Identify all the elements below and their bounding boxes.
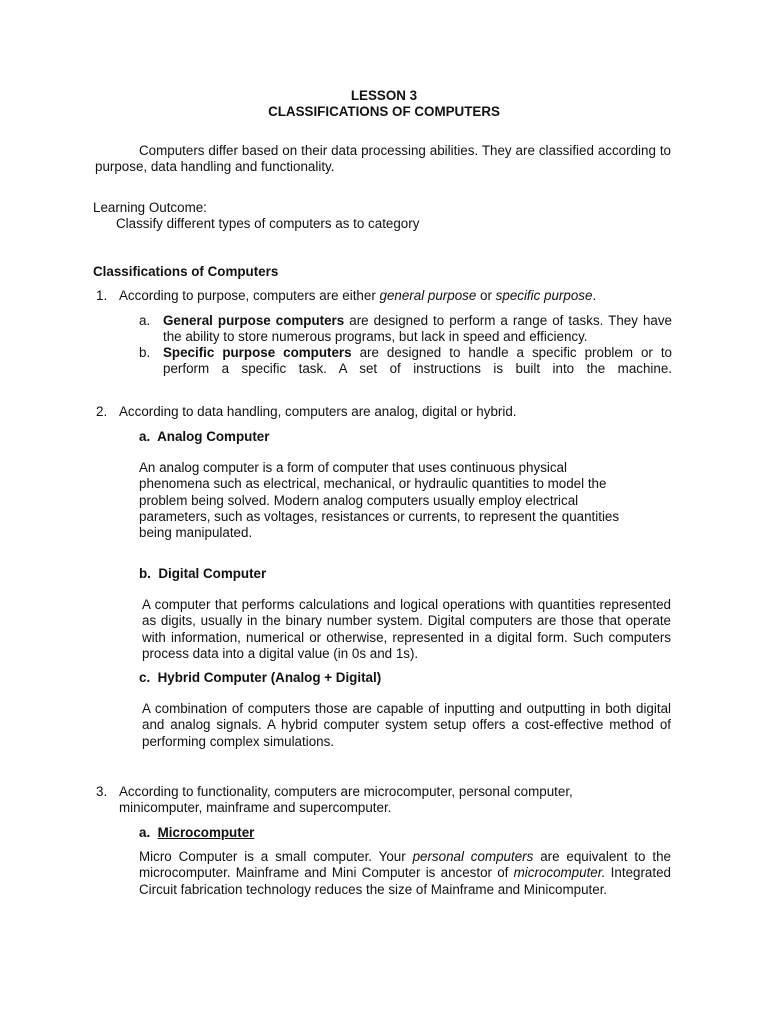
micro-mark: a. (139, 825, 151, 840)
learning-outcome-label: Learning Outcome: (93, 200, 207, 215)
list-number-3: 3. (96, 784, 108, 799)
micro-heading-text: Microcomputer (157, 825, 255, 840)
list-number-2: 2. (96, 404, 108, 419)
lesson-number: LESSON 3 (350, 88, 418, 103)
analog-body: An analog computer is a form of computer that uses continuous physical phenomena such as electrical, mechanical, or hydraulic quantities to model the problem being solved. Modern analog computers usually employ electrical parameters, such as voltages, resistances or currents, to represent the quantities being manipulated. (139, 460, 620, 541)
micro-body (139, 849, 671, 898)
micro-text-1: Micro Computer is a small computer. Your (139, 849, 413, 864)
item1a-text: are designed to perform a range of tasks. They have the ability to store numerous programs, but lack in speed and efficiency. (163, 313, 672, 345)
item1b-paragraph (163, 345, 672, 378)
item1-em-general: general purpose (379, 288, 477, 303)
digital-body: A computer that performs calculations and logical operations with quantities represented as digits, usually in the binary number system. Digital computers are those that operate with information, numerical or otherwise, represented in a digital form. Such computers process data into a digital value (in 0s and 1s). (142, 597, 671, 661)
micro-em-microcomputer: microcomputer. (513, 865, 606, 881)
micro-text-2: are equivalent to the microcomputer. Mainframe and Mini Computer is ancestor of (139, 849, 671, 881)
item1-em-specific: specific purpose (495, 288, 593, 303)
learning-outcome-text: Classify different types of computers as to category (116, 216, 420, 231)
item1b-mark: b. (139, 345, 151, 360)
analog-heading: a. Analog Computer (139, 429, 270, 444)
item1-text-b: or (476, 288, 496, 303)
item3-text: According to functionality, computers are microcomputer, personal computer, minicomputer, mainframe and supercomputer. (119, 784, 573, 816)
page-title: CLASSIFICATIONS OF COMPUTERS (268, 104, 500, 119)
item1a-mark: a. (139, 313, 151, 328)
item2-text: According to data handling, computers are analog, digital or hybrid. (119, 404, 517, 419)
item1-text-c: . (592, 288, 597, 303)
item1-text (119, 288, 679, 304)
item1a-term: General purpose computers (163, 313, 345, 328)
list-number-1: 1. (96, 288, 108, 303)
item1b-term: Specific purpose computers (163, 345, 352, 360)
section-heading: Classifications of Computers (93, 264, 279, 279)
item1-text-a: According to purpose, computers are either (119, 288, 380, 303)
intro-paragraph: Computers differ based on their data processing abilities. They are classified according to purpose, data handling and functionality. (95, 143, 671, 175)
micro-text-3: Integrated Circuit fabrication technology reduces the size of Mainframe and Minicomputer. (139, 865, 671, 897)
item1a-paragraph (163, 313, 672, 346)
item1b-text: are designed to handle a specific problem or to perform a specific task. A set of instructions is built into the machine. (163, 345, 673, 377)
hybrid-body: A combination of computers those are capable of inputting and outputting in both digital and analog signals. A hybrid computer system setup offers a cost-effective method of performing complex simulations. (142, 701, 671, 749)
micro-em-personal: personal computers (412, 849, 534, 864)
micro-heading (139, 825, 254, 841)
digital-heading: b. Digital Computer (139, 566, 267, 581)
hybrid-heading: c. Hybrid Computer (Analog + Digital) (139, 670, 382, 685)
